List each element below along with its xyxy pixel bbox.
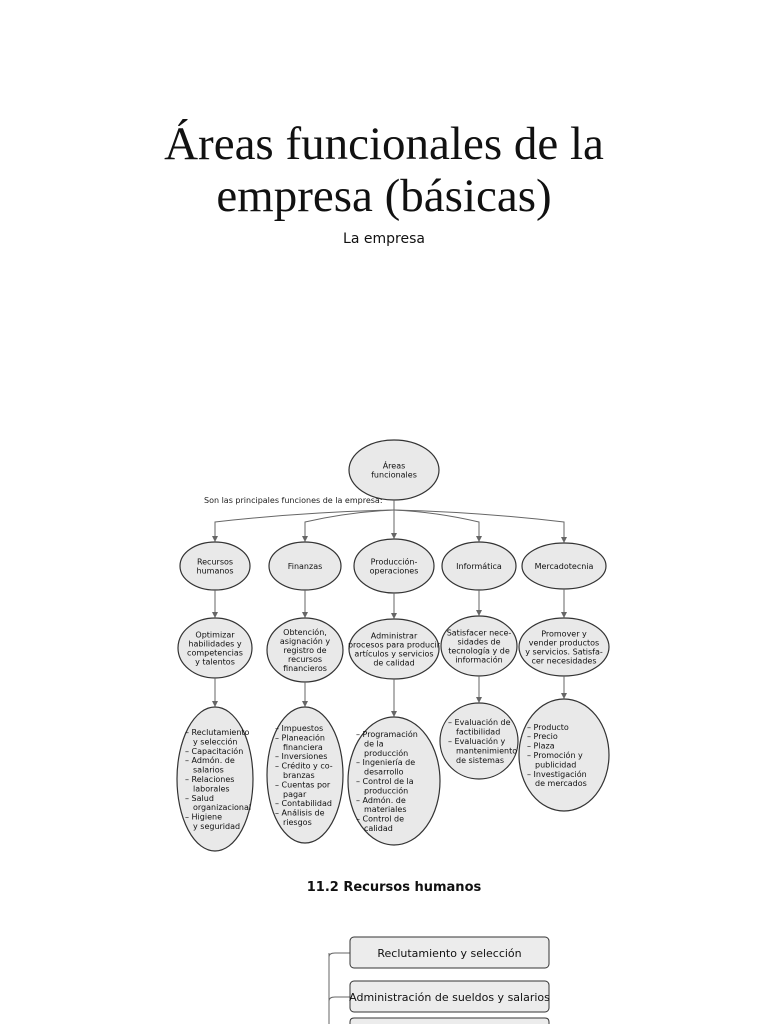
section-box-0-text: Reclutamiento y selección: [377, 947, 522, 960]
arrow-purpose-items-1: [302, 701, 308, 707]
purpose-node-2-text: de calidad: [373, 658, 415, 668]
items-node-0-text: – Relaciones: [185, 775, 235, 784]
items-node-2-text: producción: [364, 748, 409, 758]
section-connector-0: [329, 953, 350, 957]
items-node-2-text: materiales: [364, 805, 407, 815]
purpose-node-3-text: información: [455, 655, 503, 665]
diagram-intro-text: Son las principales funciones de la empresa:: [204, 496, 383, 505]
purpose-node-1-text: asignación y: [279, 637, 331, 646]
purpose-node-2-text: procesos para producir: [347, 640, 441, 650]
root-node-text: funcionales: [371, 470, 417, 480]
items-node-1-text: – Análisis de: [275, 808, 325, 818]
connector-root-area-3: [394, 510, 479, 541]
purpose-node-4-text: Promover y: [541, 629, 587, 639]
items-node-1-text: – Contabilidad: [275, 799, 332, 809]
purpose-node-2-text: Administrar: [370, 631, 418, 641]
arrow-root-area-1: [302, 536, 308, 542]
root-node-text: Áreas: [382, 461, 406, 471]
items-node-0-text: y seguridad: [193, 822, 241, 831]
section-box-1-text: Administración de sueldos y salarios: [349, 991, 550, 1004]
arrow-area-purpose-3: [476, 610, 482, 616]
purpose-node-3-text: tecnología y de: [448, 646, 510, 656]
title-line-2: empresa (básicas): [216, 170, 552, 222]
arrow-area-purpose-0: [212, 612, 218, 618]
arrow-area-purpose-4: [561, 612, 567, 618]
items-node-4-text: – Producto: [527, 722, 569, 732]
items-node-1-text: – Planeación: [275, 733, 325, 743]
arrow-area-purpose-2: [391, 613, 397, 619]
items-node-2-text: – Admón. de: [356, 795, 406, 805]
connector-root-area-1: [305, 510, 394, 541]
items-node-2-text: – Programación: [356, 730, 418, 739]
arrow-purpose-items-4: [561, 693, 567, 699]
items-node-0-text: y selección: [193, 737, 238, 747]
items-node-2-text: producción: [364, 786, 409, 796]
items-node-4-text: – Promoción y: [527, 751, 583, 760]
arrow-purpose-items-3: [476, 697, 482, 703]
purpose-node-4-text: cer necesidades: [531, 656, 597, 666]
purpose-node-0-text: y talentos: [195, 657, 235, 667]
items-node-2-text: – Control de: [356, 814, 405, 824]
items-node-3-text: – Evaluación y: [448, 737, 506, 746]
area-node-0-text: humanos: [196, 566, 234, 576]
purpose-node-1-text: recursos: [287, 655, 323, 664]
items-node-4-text: de mercados: [535, 779, 587, 789]
arrow-root-area-2: [391, 533, 397, 539]
purpose-node-1-text: registro de: [283, 646, 327, 655]
items-node-2-text: – Ingeniería de: [356, 758, 416, 768]
items-node-1-text: pagar: [283, 789, 307, 799]
items-node-2-text: desarrollo: [364, 767, 404, 777]
items-node-1-text: riesgos: [283, 818, 312, 827]
section-box-partial: [350, 1018, 549, 1024]
items-node-2-text: – Control de la: [356, 777, 414, 786]
items-node-4-text: – Precio: [527, 732, 558, 742]
items-node-4-text: – Investigación: [527, 769, 587, 779]
purpose-node-4-text: vender productos: [528, 638, 600, 648]
items-node-0-text: – Capacitación: [185, 746, 244, 756]
items-node-1-text: branzas: [283, 771, 315, 780]
items-node-2-text: de la: [364, 739, 384, 749]
items-node-1-text: – Impuestos: [275, 724, 324, 733]
items-node-3-text: factibilidad: [456, 727, 501, 737]
area-node-0-text: Recursos: [196, 557, 234, 567]
items-node-2-text: calidad: [364, 824, 393, 833]
section-connector-1: [329, 997, 350, 1001]
items-node-4-text: – Plaza: [527, 741, 555, 751]
items-node-3-text: mantenimiento: [456, 746, 518, 756]
items-node-0-text: salarios: [193, 765, 224, 775]
items-node-0-text: laborales: [193, 784, 230, 794]
items-node-3-text: – Evaluación de: [448, 718, 511, 728]
arrow-root-area-4: [561, 537, 567, 543]
area-node-2-text: Producción-: [370, 557, 418, 567]
purpose-node-1-text: Obtención,: [283, 628, 327, 637]
items-node-0-text: organizacional: [193, 803, 252, 813]
page-subtitle: La empresa: [343, 231, 425, 247]
area-node-2-text: operaciones: [369, 566, 419, 576]
items-node-1-text: – Inversiones: [275, 752, 328, 762]
area-node-4-text: Mercadotecnia: [534, 562, 594, 571]
purpose-node-3-text: sidades de: [457, 637, 501, 647]
items-node-0-text: – Reclutamiento: [185, 728, 250, 737]
purpose-node-4-text: y servicios. Satisfa-: [525, 647, 603, 657]
purpose-node-1-text: financieros: [283, 664, 327, 673]
items-node-1-text: – Cuentas por: [275, 780, 331, 790]
items-node-3-text: de sistemas: [456, 755, 505, 765]
arrow-purpose-items-0: [212, 701, 218, 707]
items-node-0-text: – Salud: [185, 793, 214, 803]
purpose-node-0-text: competencias: [187, 648, 243, 658]
arrow-root-area-0: [212, 536, 218, 542]
items-node-1-text: – Crédito y co-: [275, 761, 333, 771]
title-line-1: Áreas funcionales de la: [164, 118, 604, 170]
purpose-node-2-text: artículos y servicios: [354, 649, 434, 659]
section-title: 11.2 Recursos humanos: [306, 880, 482, 895]
purpose-node-0-text: habilidades y: [188, 639, 242, 649]
items-node-1-text: financiera: [283, 742, 323, 752]
arrow-root-area-3: [476, 536, 482, 542]
purpose-node-3-text: Satisfacer nece-: [446, 628, 512, 638]
arrow-purpose-items-2: [391, 711, 397, 717]
items-node-4-text: publicidad: [535, 760, 577, 770]
items-node-0-text: – Higiene: [185, 812, 222, 822]
items-node-0-text: – Admón. de: [185, 756, 235, 766]
arrow-area-purpose-1: [302, 612, 308, 618]
purpose-node-0-text: Optimizar: [195, 630, 235, 640]
area-node-1-text: Finanzas: [287, 562, 323, 571]
area-node-3-text: Informática: [456, 562, 502, 571]
